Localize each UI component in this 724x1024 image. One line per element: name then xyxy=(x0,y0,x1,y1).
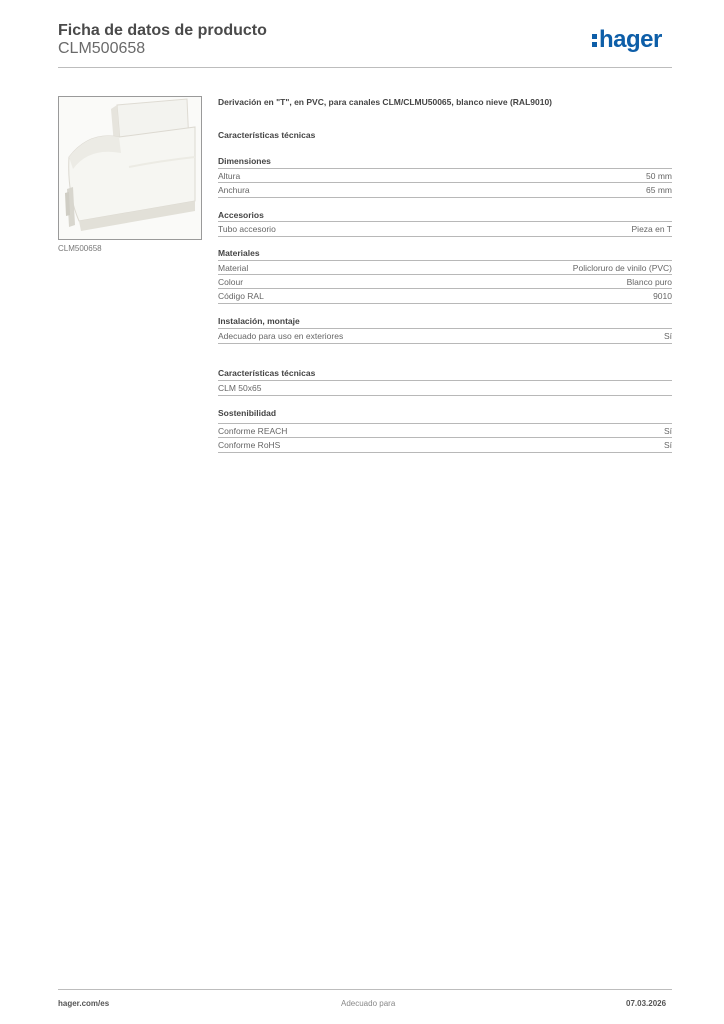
spec-label: Adecuado para uso en exteriores xyxy=(218,331,344,341)
spec-value: Blanco puro xyxy=(626,277,672,287)
spec-value: Sí xyxy=(663,331,672,341)
spec-value: 65 mm xyxy=(646,185,672,195)
footer-website-link[interactable]: hager.com/es xyxy=(58,999,110,1008)
header-divider xyxy=(58,67,672,68)
spec-label: Colour xyxy=(218,277,244,287)
section-title: Materiales xyxy=(218,248,260,258)
section-title: Dimensiones xyxy=(218,156,271,166)
spec-label: Anchura xyxy=(218,185,250,195)
spec-value: 9010 xyxy=(653,291,672,301)
footer-center-text: Adecuado para xyxy=(341,999,396,1008)
section-title: Sostenibilidad xyxy=(218,408,277,418)
spec-row xyxy=(218,328,672,344)
spec-label: Conforme RoHS xyxy=(218,440,281,450)
t-junction-icon xyxy=(59,97,201,239)
spec-label: Material xyxy=(218,263,249,273)
spec-label: CLM 50x65 xyxy=(218,383,262,393)
spec-row xyxy=(218,274,672,289)
page-title: Ficha de datos de producto xyxy=(58,22,267,39)
spec-value: Sí xyxy=(663,440,672,450)
spec-value: Sí xyxy=(663,426,672,436)
spec-row xyxy=(218,221,672,237)
spec-row xyxy=(218,423,672,438)
spec-label: Altura xyxy=(218,171,241,181)
spec-value: Policloruro de vinilo (PVC) xyxy=(572,263,672,273)
logo-text: hager xyxy=(599,26,662,53)
footer-date: 07.03.2026 xyxy=(626,999,667,1008)
spec-label: Código RAL xyxy=(218,291,264,301)
image-caption: CLM500658 xyxy=(58,244,102,253)
spec-value: 50 mm xyxy=(646,171,672,181)
spec-row xyxy=(218,437,672,453)
spec-row xyxy=(218,260,672,275)
section-title: Características técnicas xyxy=(218,368,316,378)
product-code: CLM500658 xyxy=(58,40,146,57)
spec-row xyxy=(218,380,672,396)
spec-value: Pieza en T xyxy=(631,224,672,234)
spec-row xyxy=(218,182,672,198)
spec-main-heading: Características técnicas xyxy=(218,130,316,140)
logo-dots-icon xyxy=(592,32,597,48)
spec-label: Tubo accesorio xyxy=(218,224,276,234)
footer-divider xyxy=(58,989,672,990)
spec-label: Conforme REACH xyxy=(218,426,288,436)
product-description: Derivación en "T", en PVC, para canales CLM/CLMU50065, blanco nieve (RAL9010) xyxy=(218,97,553,107)
spec-row xyxy=(218,168,672,183)
hager-logo xyxy=(592,26,662,54)
product-image xyxy=(58,96,202,240)
section-title: Accesorios xyxy=(218,210,264,220)
spec-row xyxy=(218,288,672,304)
section-title: Instalación, montaje xyxy=(218,316,300,326)
